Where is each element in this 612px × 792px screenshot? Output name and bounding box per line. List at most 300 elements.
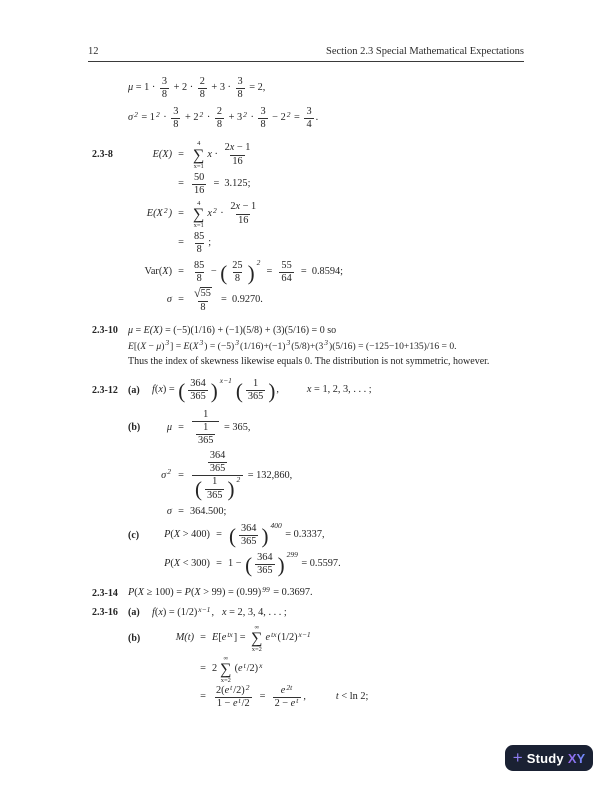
fraction xyxy=(215,106,224,132)
math-token: = 365, xyxy=(221,421,251,433)
equation-rhs xyxy=(128,76,265,102)
math-token: σ xyxy=(166,506,172,518)
equation-rhs xyxy=(190,172,250,198)
equation-lhs xyxy=(152,529,210,542)
header-rule xyxy=(88,61,524,62)
math-token: 8 xyxy=(196,273,202,285)
equation-lhs xyxy=(128,205,172,221)
math-token: ( xyxy=(190,587,195,599)
fraction xyxy=(304,106,313,132)
fraction xyxy=(192,287,214,314)
math-token: ] = xyxy=(233,632,249,644)
math-token: + 3 xyxy=(226,112,243,124)
math-token: ] = xyxy=(170,340,184,352)
math-token: e xyxy=(280,685,286,697)
logo-brand-xy: XY xyxy=(567,750,586,766)
problem-2.3-8 xyxy=(92,140,612,169)
math-token xyxy=(228,201,258,213)
math-token: + 2 xyxy=(182,112,199,124)
fraction xyxy=(246,378,265,404)
math-token: ) = xyxy=(162,384,178,396)
fraction xyxy=(279,260,293,286)
equals-sign: = xyxy=(200,632,206,644)
math-token xyxy=(304,118,313,131)
math-token: − 1 xyxy=(240,201,257,213)
superscript: x−1 xyxy=(219,376,232,386)
equation-line xyxy=(92,76,612,102)
math-token: = xyxy=(133,325,144,337)
math-token: ; xyxy=(208,237,212,249)
math-token xyxy=(304,106,313,118)
math-token: σ xyxy=(166,294,172,306)
superscript: 3 xyxy=(235,337,239,347)
math-token: 8 xyxy=(161,89,168,101)
math-token: = 0.3697. xyxy=(270,587,313,599)
math-token xyxy=(192,231,206,243)
math-content xyxy=(0,66,612,792)
problem-2.3-10 xyxy=(92,325,612,338)
math-token: 50 xyxy=(194,171,205,183)
math-token: = 1, 2, 3, . . . ; xyxy=(311,384,372,396)
math-token: > 400) xyxy=(180,529,210,541)
superscript: t xyxy=(296,696,299,706)
fraction xyxy=(192,409,219,448)
math-token: /2) xyxy=(246,662,259,674)
superscript: 2 xyxy=(236,474,241,484)
math-token: 8 xyxy=(216,119,223,131)
math-token xyxy=(258,118,267,131)
superscript: 2 xyxy=(286,109,291,119)
fraction xyxy=(171,106,180,132)
superscript: 3 xyxy=(286,337,291,347)
superscript: 2 xyxy=(199,109,204,119)
math-token: 8 xyxy=(234,273,240,285)
math-token: μ xyxy=(128,325,134,337)
equation-line xyxy=(92,287,612,314)
sigma-icon: ∑ xyxy=(251,630,263,648)
math-token: 8 xyxy=(196,244,202,256)
summation xyxy=(193,200,204,229)
superscript: 2 xyxy=(167,467,171,477)
math-token: 364 xyxy=(190,378,206,390)
math-token: > 99) = (0.99) xyxy=(200,587,262,599)
equation-rhs: 1 − ( $\frac{364}{365}$ ) 299 = 0.5597. xyxy=(228,549,341,577)
math-token: · xyxy=(247,112,257,124)
part-label: (a) xyxy=(128,607,140,619)
equation-rhs xyxy=(212,624,312,653)
math-token: x xyxy=(229,142,235,154)
math-token: [( xyxy=(133,340,141,352)
equation-rhs xyxy=(190,231,211,257)
math-token: ( xyxy=(134,587,138,599)
radical-icon: √ xyxy=(194,286,201,301)
equation-rhs: $\frac{85}{8}$ − ( $\frac{25}{8}$ ) 2 = $\frac{55}{64}$ = 0.8594; xyxy=(194,257,343,285)
math-token: 2( xyxy=(216,685,225,697)
math-token: 16 xyxy=(194,185,205,197)
math-token: = xyxy=(261,266,278,278)
math-token xyxy=(236,88,245,101)
sum-upper-limit: ∞ xyxy=(223,654,229,662)
math-token: t xyxy=(335,691,339,703)
math-token: ( xyxy=(154,384,159,396)
page-header xyxy=(88,46,524,57)
math-token xyxy=(230,155,244,168)
problem-2.3-12 xyxy=(92,378,612,404)
math-token xyxy=(188,378,207,390)
part-label: (c) xyxy=(128,529,140,541)
equals-sign: = xyxy=(178,178,184,190)
math-token: f xyxy=(152,607,155,619)
math-token: 3 xyxy=(161,76,168,87)
math-token: x xyxy=(158,607,163,619)
superscript: 2 xyxy=(163,205,168,215)
math-token xyxy=(279,260,293,272)
superscript: 3 xyxy=(165,337,170,347)
equation-lhs xyxy=(152,632,194,645)
math-token: σ xyxy=(161,469,167,481)
fraction xyxy=(239,523,258,549)
plus-icon: + xyxy=(512,747,523,767)
sum-lower-limit: x=2 xyxy=(251,646,262,654)
superscript: t xyxy=(230,682,233,692)
fraction xyxy=(258,106,267,132)
math-token: = 0.9270. xyxy=(215,294,263,306)
superscript: 2 xyxy=(212,205,217,215)
math-token: ) = (−5) xyxy=(204,340,235,352)
equation-rhs: f ( x ) = ( $\frac{364}{365}$ ) x−1 ( $\frac{1}{365}$ ) , x = 1, 2, 3, . . . ; xyxy=(152,376,372,403)
equals-sign: = xyxy=(200,691,206,703)
equals-sign: = xyxy=(178,421,184,433)
math-token: · xyxy=(204,112,213,124)
fraction xyxy=(214,682,252,711)
math-token: 364.500; xyxy=(190,506,227,518)
math-token: f xyxy=(152,384,155,396)
equation-lhs xyxy=(152,506,172,519)
math-token: e xyxy=(224,685,230,697)
math-token: 1 − xyxy=(216,698,233,710)
math-token: 1 − xyxy=(228,558,245,570)
math-token: ( xyxy=(234,662,238,674)
math-token: 8 xyxy=(260,119,266,131)
equals-sign: = xyxy=(178,148,184,160)
math-token: P xyxy=(184,587,191,599)
math-token: = 0.3337, xyxy=(282,529,325,541)
math-token: − xyxy=(146,340,157,352)
math-token: (1/16)+(−1) xyxy=(240,340,286,352)
part-label: (b) xyxy=(128,632,141,644)
math-token: P xyxy=(164,529,171,541)
math-token: E(X) xyxy=(152,148,172,160)
problem-label: 2.3-16 xyxy=(92,607,118,619)
equals-sign: = xyxy=(178,207,184,219)
math-token: − xyxy=(208,266,220,278)
math-token: − 2 xyxy=(269,112,286,124)
math-token: 2 xyxy=(199,76,205,87)
math-token xyxy=(279,272,293,285)
summation xyxy=(220,655,231,684)
math-token: [ xyxy=(218,632,222,644)
math-token: X xyxy=(162,266,169,278)
math-token xyxy=(201,409,210,421)
math-token: 365 xyxy=(198,435,214,447)
superscript: 2 xyxy=(256,257,261,267)
equation-line xyxy=(92,523,612,549)
sum-upper-limit: 4 xyxy=(197,140,201,148)
math-token: + 3 · xyxy=(208,82,234,94)
problem-label: 2.3-14 xyxy=(92,587,118,599)
equation-line xyxy=(92,337,612,353)
math-token xyxy=(192,421,219,448)
math-token xyxy=(239,535,258,548)
math-token: = 1 xyxy=(138,112,155,124)
math-token: , xyxy=(211,607,215,619)
math-token: 3 xyxy=(237,76,243,87)
math-token: μ xyxy=(128,82,134,94)
math-token: X xyxy=(194,587,201,599)
superscript: 2 xyxy=(134,109,138,119)
math-token: ( xyxy=(189,340,193,352)
math-token xyxy=(215,118,224,131)
equation-lhs xyxy=(152,467,172,483)
equation-rhs xyxy=(128,325,336,338)
math-token: e xyxy=(265,632,271,644)
math-token: 1 xyxy=(203,408,209,420)
math-token: 364 xyxy=(257,551,273,563)
superscript: 3 xyxy=(199,337,204,347)
math-token: x xyxy=(158,384,163,396)
math-token xyxy=(196,434,215,447)
math-token: 2 xyxy=(212,662,218,674)
math-token: e xyxy=(290,698,296,710)
fraction xyxy=(192,450,243,502)
equation-rhs xyxy=(190,506,226,519)
equals-sign: = xyxy=(178,266,184,278)
equation-rhs xyxy=(190,287,263,314)
math-token xyxy=(236,76,245,88)
studyxy-logo[interactable] xyxy=(505,745,593,771)
superscript: tx xyxy=(271,630,277,640)
math-token: Thus the index of skewness likewise equals 0. The distribution is not symmetric, however. xyxy=(128,355,490,367)
math-token: 1 xyxy=(212,476,218,488)
math-token: 3 xyxy=(306,105,312,117)
math-token: 365 xyxy=(190,391,206,403)
math-token: ( xyxy=(170,558,174,570)
fraction xyxy=(192,260,206,286)
superscript: 2t xyxy=(286,682,293,692)
math-token xyxy=(160,76,169,88)
math-token xyxy=(246,390,265,403)
equation-line xyxy=(92,106,612,132)
fraction xyxy=(273,682,302,711)
math-token: P xyxy=(164,558,171,570)
math-token: 3 xyxy=(173,105,179,117)
fraction xyxy=(236,76,245,102)
math-token: X xyxy=(173,558,181,570)
equation-rhs xyxy=(128,337,457,353)
math-token xyxy=(188,390,207,403)
math-token: 8 xyxy=(199,89,205,101)
equation-rhs: ( $\frac{364}{365}$ ) 400 = 0.3337, xyxy=(229,521,325,548)
math-token: = 0.5597. xyxy=(298,558,341,570)
superscript: 2 xyxy=(155,109,160,119)
equation-line xyxy=(92,549,612,578)
equation-line xyxy=(92,655,612,684)
math-token: = 0.8594; xyxy=(295,266,343,278)
math-token: ) = (1/2) xyxy=(162,607,198,619)
superscript: 400 xyxy=(270,521,282,531)
math-token: 8 xyxy=(173,119,179,131)
equation-line xyxy=(92,172,612,198)
math-token: · xyxy=(217,207,227,219)
sum-upper-limit: 4 xyxy=(197,199,201,207)
problem-label: 2.3-12 xyxy=(92,384,118,396)
sum-lower-limit: x=1 xyxy=(193,221,204,229)
superscript: 2 xyxy=(243,109,247,119)
logo-brand-study: Study xyxy=(526,750,564,766)
math-token: 365 xyxy=(257,565,273,577)
fraction xyxy=(196,422,215,448)
part-label: (a) xyxy=(128,384,140,396)
sum-lower-limit: x=2 xyxy=(220,676,231,684)
math-token: = 132,860, xyxy=(245,469,293,481)
sigma-icon: ∑ xyxy=(220,660,232,678)
equation-line xyxy=(92,624,612,653)
math-token xyxy=(239,523,258,535)
equation-lhs xyxy=(152,422,172,435)
math-token xyxy=(255,564,274,577)
math-token: 3 xyxy=(260,105,266,117)
math-token: 2 xyxy=(230,201,236,213)
math-token xyxy=(233,272,242,285)
equals-sign: = xyxy=(178,506,184,518)
math-token: e xyxy=(221,632,227,644)
math-token xyxy=(198,76,207,88)
math-token: , xyxy=(276,384,279,396)
math-token: − 1 xyxy=(234,142,251,154)
math-token: 2 xyxy=(216,105,223,117)
math-token: ≥ 100) = xyxy=(144,587,185,599)
math-token: σ xyxy=(128,112,134,124)
equation-rhs xyxy=(212,655,263,684)
math-token: ( xyxy=(154,607,159,619)
math-token xyxy=(198,88,207,101)
math-token: x xyxy=(207,207,212,219)
math-token: E xyxy=(183,340,190,352)
equation-rhs xyxy=(190,140,254,169)
math-token: 365 xyxy=(209,463,226,475)
equation-lhs xyxy=(128,266,172,279)
math-token xyxy=(171,118,180,131)
math-token xyxy=(230,260,244,272)
sigma-icon: ∑ xyxy=(193,205,205,223)
math-token: 365 xyxy=(247,391,264,403)
math-token: x xyxy=(222,607,227,619)
math-token xyxy=(192,260,206,272)
fraction xyxy=(188,378,207,404)
fraction xyxy=(255,552,274,578)
fraction xyxy=(205,476,224,502)
math-token: (1/2) xyxy=(277,632,298,644)
math-token: 85 xyxy=(194,259,205,271)
math-token: 1 xyxy=(253,378,259,390)
equals-sign: = xyxy=(200,662,206,674)
math-token: E xyxy=(128,340,134,352)
fraction xyxy=(230,260,244,286)
superscript: 99 xyxy=(262,585,270,595)
equation-line xyxy=(92,200,612,229)
math-token: 25 xyxy=(232,259,243,271)
superscript: x xyxy=(259,660,263,670)
math-token: 85 xyxy=(194,231,205,242)
math-token: /2 xyxy=(241,698,250,710)
math-token xyxy=(255,552,274,564)
math-token xyxy=(215,106,224,118)
equation-line xyxy=(92,356,612,369)
square-root xyxy=(194,287,212,300)
math-token: )(5/16) = (−125−10+135)/16 = 0. xyxy=(329,340,457,352)
equation-line xyxy=(92,231,612,257)
fraction xyxy=(192,231,206,257)
math-token: = 2, xyxy=(246,82,266,94)
equation-line xyxy=(92,450,612,502)
equation-line xyxy=(92,682,612,711)
equation-rhs xyxy=(128,587,313,600)
math-token xyxy=(201,422,210,434)
equation-rhs xyxy=(190,409,250,448)
math-token xyxy=(210,476,219,488)
math-token: = 2, 3, 4, . . . ; xyxy=(226,607,287,619)
problem-label: 2.3-8 xyxy=(92,148,113,160)
math-token xyxy=(198,301,207,314)
math-token: μ xyxy=(156,340,162,352)
superscript: 3 xyxy=(324,337,329,347)
math-token: x xyxy=(306,384,312,396)
equation-rhs xyxy=(152,604,287,620)
math-token: 8 xyxy=(237,89,243,101)
math-token xyxy=(205,489,224,502)
fraction xyxy=(228,201,258,227)
fraction xyxy=(160,76,169,102)
math-token: E(X) xyxy=(143,325,163,337)
math-token: 55 xyxy=(200,288,211,300)
math-token: ) xyxy=(168,207,172,219)
superscript: 2 xyxy=(245,682,250,692)
math-token: ( xyxy=(170,529,174,541)
problem-2.3-14 xyxy=(92,587,612,600)
math-token: ) xyxy=(168,266,172,278)
math-token: x xyxy=(207,148,212,160)
math-token: 4 xyxy=(306,119,312,131)
equals-sign: = xyxy=(178,237,184,249)
math-token: X xyxy=(192,340,199,352)
equation-line xyxy=(92,506,612,519)
equation-line xyxy=(92,409,612,448)
superscript: t xyxy=(238,696,241,706)
math-token: 8 xyxy=(200,301,206,313)
math-token: < 300) xyxy=(180,558,210,570)
math-token xyxy=(258,106,267,118)
summation xyxy=(251,624,262,653)
math-token xyxy=(214,682,252,697)
section-title: Section 2.3 Special Mathematical Expectations xyxy=(326,46,524,57)
math-token: 2 − xyxy=(274,698,291,710)
math-token: 55 xyxy=(281,259,292,271)
math-token: E xyxy=(212,632,219,644)
math-token: P xyxy=(128,587,135,599)
equation-rhs xyxy=(190,450,292,502)
equation-lhs xyxy=(152,558,210,571)
math-token: x xyxy=(235,201,241,213)
